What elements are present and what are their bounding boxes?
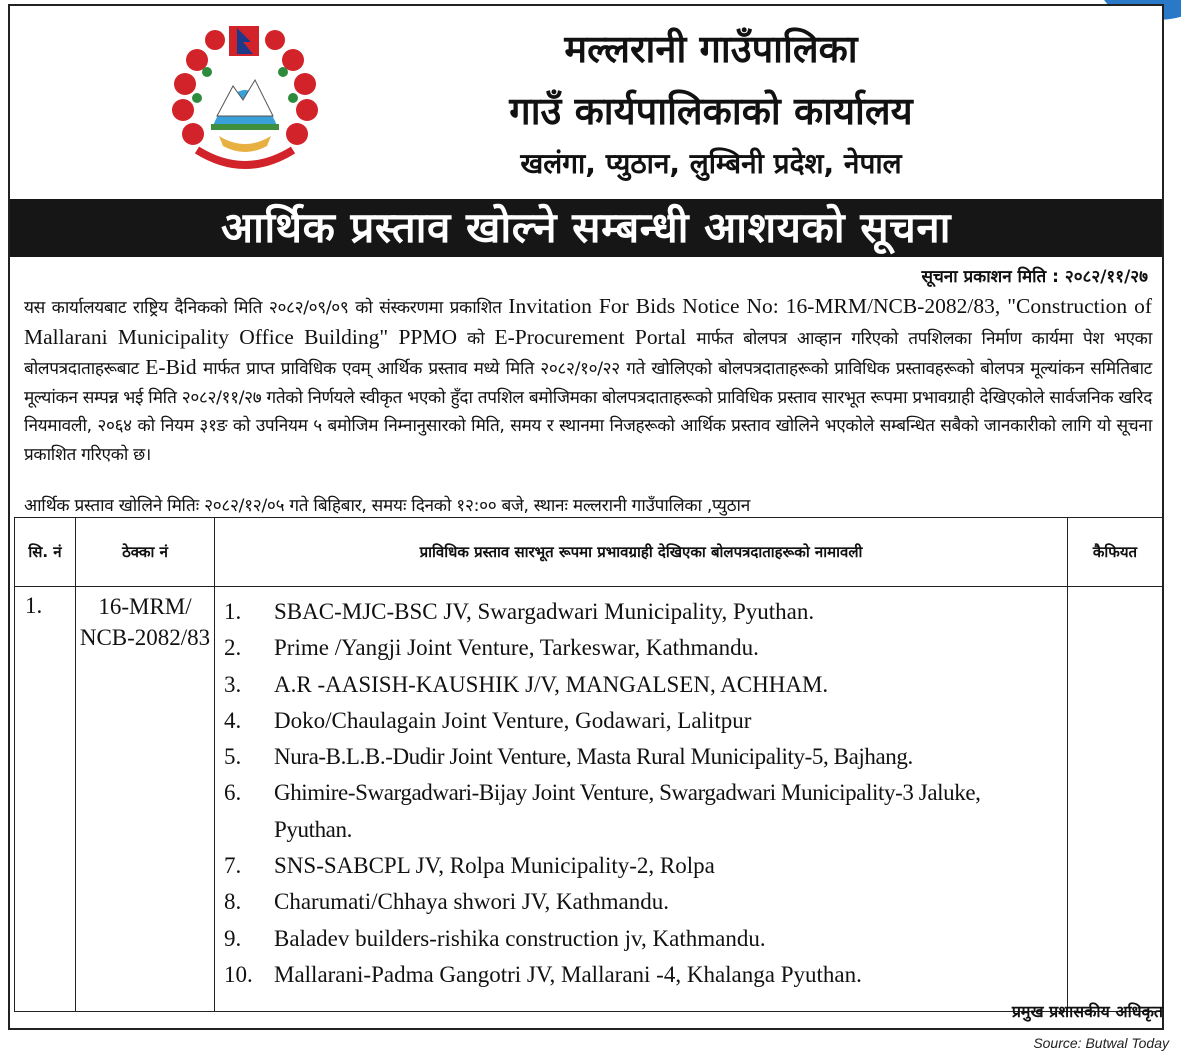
bidders-list <box>216 588 1066 993</box>
list-item: 9. Baladev builders-rishika construction jv, Kathmandu. <box>224 925 766 951</box>
header-remarks: कैफियत <box>1068 518 1163 587</box>
list-item: 7. SNS-SABCPL JV, Rolpa Municipality-2, Rolpa <box>224 853 715 879</box>
row-serial: 1. <box>15 587 76 1012</box>
notice-body <box>24 292 1152 470</box>
header-serial: सि. नं <box>15 518 76 587</box>
header-bidders: प्राविधिक प्रस्ताव सारभूत रूपमा प्रभावग्राही देखिएका बोलपत्रदाताहरूको नामावली <box>215 518 1068 587</box>
list-item: 10. Mallarani-Padma Gangotri JV, Mallarani -4, Khalanga Pyuthan. <box>224 961 862 987</box>
body-text-c: को <box>467 328 485 349</box>
notice-title: आर्थिक प्रस्ताव खोल्ने सम्बन्धी आशयको सूचना <box>10 199 1162 257</box>
list-item: 8. Charumati/Chhaya shwori JV, Kathmandu. <box>224 889 669 915</box>
list-item: 6. Ghimire-Swargadwari-Bijay Joint Venture, Swargadwari Municipality-3 Jaluke, Pyuthan. <box>224 780 981 842</box>
body-text-a: यस कार्यालयबाट राष्ट्रिय दैनिकको मिति २०८२/०९/०९ को संस्करणमा प्रकाशित <box>24 298 502 318</box>
body-text-g: मार्फत प्राप्त प्राविधिक एवम् आर्थिक प्रस्ताव मध्ये मिति २०८२/१०/२२ गते खोलिएको बोलपत्रदाताहरूको प्राविधिक प्रस्तावहरूको बोलपत्र मूल्यांकन समितिबाट मूल्यांकन सम्पन्न भई मिति २०८२/११/२७ गतेको निर्णयले स्वीकृत भएको हुँदा तपशिल बमोजिमका बोलपत्रदाताहरूको प्राविधिक प्रस्ताव सारभूत रूपमा प्रभावग्राही देखिएकोले सार्वजनिक खरिद नियमावली, २०६४ को नियम ३१ङ को उपनियम ५ बमोजिम निम्नानुसारको मिति, समय र स्थानमा निजहरूको आर्थिक प्रस्ताव खोलिने भएकोले सम्बन्धित सबैको जानकारीको लागि यो सूचना प्रकाशित गरिएको छ। <box>24 359 1152 465</box>
opening-schedule: आर्थिक प्रस्ताव खोलिने मितिः २०८२/१२/०५ गते बिहिबार, समयः दिनको १२:०० बजे, स्थानः मल्लरानी गाउँपालिका ,प्युठान <box>24 496 750 516</box>
publish-date: सूचना प्रकाशन मिति : २०८२/११/२७ <box>921 267 1148 287</box>
list-item: 3. A.R -AASISH-KAUSHIK J/V, MANGALSEN, ACHHAM. <box>224 671 829 697</box>
header-contract-no: ठेक्का नं <box>76 518 215 587</box>
list-item: 2. Prime /Yangji Joint Venture, Tarkeswar, Kathmandu. <box>224 635 759 661</box>
bidders-table <box>14 517 1163 1012</box>
body-text-f: E-Bid <box>145 355 197 380</box>
table-header-row <box>15 518 1163 587</box>
list-item: 4. Doko/Chaulagain Joint Venture, Godawari, Lalitpur <box>224 707 752 733</box>
body-text-d: E-Procurement Portal <box>494 324 687 349</box>
row-contract-no: 16-MRM/ NCB-2082/83 <box>76 587 215 1012</box>
office-name: मल्लरानी गाउँपालिका <box>564 27 858 71</box>
source-credit: Source: Butwal Today <box>1033 1035 1169 1051</box>
office-address: खलंगा, प्युठान, लुम्बिनी प्रदेश, नेपाल <box>520 147 902 180</box>
body-text-b: Invitation For Bids Notice No: 16-MRM/NCB-2082/83, "Construction of Mallarani Municipality Office Building" PPMO <box>24 294 1152 349</box>
row-remarks <box>1068 587 1163 1012</box>
row-bidders-cell <box>215 587 1068 1012</box>
signature-title: प्रमुख प्रशासकीय अधिकृत <box>1011 1002 1163 1021</box>
list-item: 5. Nura-B.L.B.-Dudir Joint Venture, Masta Rural Municipality-5, Bajhang. <box>224 744 913 770</box>
body-text-e: मार्फत बोलपत्र आव्हान गरिएको तपशिलका निर्माण कार्यमा पेश भएका बोलपत्रदाताहरूबाट <box>24 328 1152 380</box>
table-row <box>15 587 1163 1012</box>
office-subtitle: गाउँ कार्यपालिकाको कार्यालय <box>509 89 913 133</box>
list-item: 1. SBAC-MJC-BSC JV, Swargadwari Municipality, Pyuthan. <box>224 599 815 624</box>
